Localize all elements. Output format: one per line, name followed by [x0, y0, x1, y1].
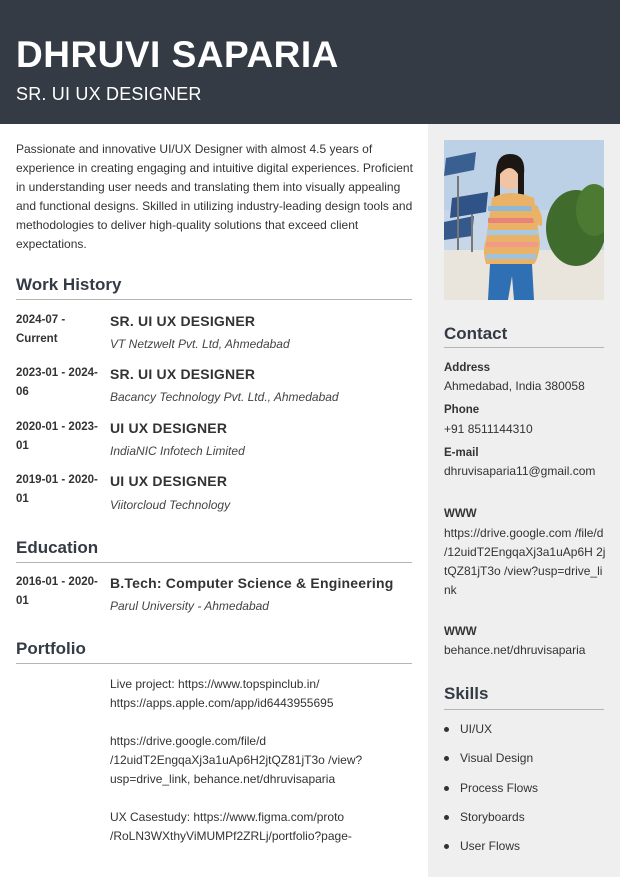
work-date: 2024-07 - Current	[16, 314, 66, 345]
work-company: VT Netzwelt Pvt. Ltd, Ahmedabad	[110, 337, 290, 351]
work-role: SR. UI UX DESIGNER	[110, 313, 256, 329]
profile-photo	[444, 140, 604, 300]
work-history-heading: Work History	[16, 275, 122, 294]
work-role: UI UX DESIGNER	[110, 473, 228, 489]
address-value: Ahmedabad, India 380058	[444, 379, 585, 393]
skill-item: Visual Design	[444, 749, 538, 778]
website-label: WWW	[444, 626, 477, 638]
address-label: Address	[444, 362, 491, 374]
education-school: Parul University - Ahmedabad	[110, 599, 269, 613]
phone-value[interactable]: +91 8511144310	[444, 422, 533, 436]
header-banner	[0, 0, 620, 124]
work-company: Bacancy Technology Pvt. Ltd., Ahmedabad	[110, 390, 339, 404]
portfolio-paragraph[interactable]: Live project: https://www.topspinclub.in/ https://apps.apple.com/app/id6443955695	[110, 677, 334, 710]
contact-heading: Contact	[444, 324, 508, 343]
section-divider	[16, 562, 412, 563]
profile-photo-icon	[444, 140, 604, 300]
skill-item: Process Flows	[444, 779, 538, 808]
website-label: WWW	[444, 508, 477, 520]
education-heading: Education	[16, 538, 99, 557]
work-date: 2019-01 - 2020-01	[16, 474, 98, 505]
portfolio-paragraph[interactable]: UX Casestudy: https://www.figma.com/proto /RoLN3WXthyViMUMPf2ZRLj/portfolio?page-	[110, 810, 352, 843]
portfolio-links	[110, 675, 415, 865]
work-company: IndiaNIC Infotech Limited	[110, 444, 245, 458]
section-divider	[16, 299, 412, 300]
work-role: SR. UI UX DESIGNER	[110, 366, 256, 382]
phone-label: Phone	[444, 404, 480, 416]
website-behance-link[interactable]: behance.net/dhruvisaparia	[444, 643, 586, 657]
website-drive-link[interactable]: https://drive.google.com /file/d /12uidT2EngqaXj3a1uAp6H 2jtQZ81jT3o /view?usp=drive_link	[444, 526, 606, 597]
candidate-name: DHRUVI SAPARIA	[16, 34, 339, 75]
summary-text: Passionate and innovative UI/UX Designer with almost 4.5 years of experience in creating engaging and intuitive digital experiences. Proficient in understanding user needs and translating them into visually appealing and functional designs. Skilled in utilizing industry-leading design tools and methodologies to deliver high-quality solutions that exceed client expectations.	[16, 142, 413, 251]
portfolio-heading: Portfolio	[16, 639, 86, 658]
work-date: 2020-01 - 2023-01	[16, 421, 98, 452]
section-divider	[444, 347, 604, 348]
work-date: 2023-01 - 2024-06	[16, 367, 98, 398]
skill-item: Storyboards	[444, 808, 538, 837]
section-divider	[16, 663, 412, 664]
section-divider	[444, 709, 604, 710]
skills-list	[444, 720, 538, 866]
skills-heading: Skills	[444, 684, 489, 703]
education-degree: B.Tech: Computer Science & Engineering	[110, 575, 394, 591]
email-label: E-mail	[444, 447, 479, 459]
skill-item: UI/UX	[444, 720, 538, 749]
portfolio-paragraph[interactable]: https://drive.google.com/file/d /12uidT2EngqaXj3a1uAp6H2jtQZ81jT3o /view?usp=drive_link, behance.net/dhruvisaparia	[110, 734, 363, 786]
candidate-title: SR. UI UX DESIGNER	[16, 84, 202, 104]
work-company: Viitorcloud Technology	[110, 498, 231, 512]
email-value[interactable]: dhruvisaparia11@gmail.com	[444, 464, 596, 478]
education-date: 2016-01 - 2020-01	[16, 576, 98, 607]
work-role: UI UX DESIGNER	[110, 420, 228, 436]
skill-item: User Flows	[444, 837, 538, 866]
